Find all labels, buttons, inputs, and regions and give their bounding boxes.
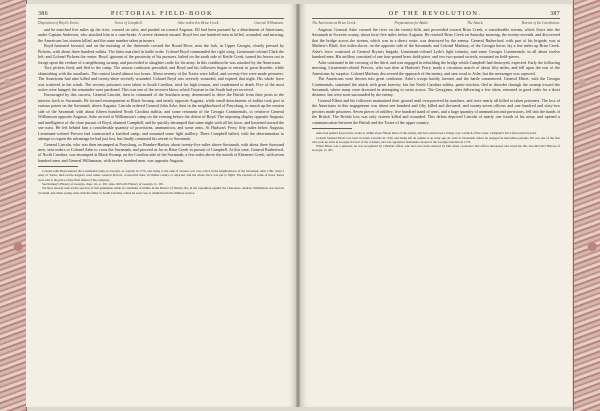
right-running-title: OF THE REVOLUTION. bbox=[388, 10, 482, 17]
right-sidenote: The Attack. bbox=[467, 21, 484, 25]
paragraph: The Americans were thrown into great confusion. Ashe's troops hastily formed, and the battle commenced. General Elbert, with the Georgia Continentals, sustained the attack with great bravery; but the North Carolina militia, panic-stricken, fled in disorder through the swamp toward the Savannah, where many were drowned in attempting to swim across. The Georgians, after delivering a few shots, retreated in good order for a short distance, but were soon surrounded by the enemy. bbox=[312, 76, 560, 98]
left-sidenote: General Williamson. bbox=[254, 21, 284, 25]
footnote-rule bbox=[38, 166, 78, 167]
paragraph: Augusta. General Ashe crossed the river on the twenty-fifth, and proceeded toward Briar Creek, a considerable stream, which flows into the Savannah in Screven county, about forty-five miles below Augusta. He reached Briar Creek on Saturday morning, the twenty-seventh, and discovered that the bridge across the stream, which was in a direct route, was destroyed by the enemy. General Rutherford, with part of his brigade, was at Mathew's Bluff, five miles above, on the opposite side of the Savannah; and Colonel Marbury, of the Georgia horse, lay a few miles up Briar Creek. Ashe's force consisted of General Bryan's brigade, Lieutenant-colonel Lytle's light infantry, and some Georgia Continentals; in all about twelve hundred men. His artillery consisted of one four-pound brass field-piece, and two two-pound swivels, mounted on field-pieces. bbox=[312, 27, 560, 60]
right-running-head bbox=[312, 10, 560, 19]
paragraph: Tory pickets fired, and fled to the camp. The utmost confusion prevailed, and Boyd and his followers began to retreat in great disorder, while skirmishing with the assailants. The contest lasted almost two hours. About seventy of the Tories were killed, and seventy-five were made prisoners. The Americans had nine killed and twenty-three severely wounded. Colonel Boyd was severely wounded, and expired that night. His whole force was scattered to the winds. The seventy prisoners were taken to South Carolina, tried for high treason, and condemned to death. Five of the most active were hanged; the remainder were pardoned. This was one of the severest blows which Toryism in the South had yet received. bbox=[38, 65, 284, 92]
footnote: Colonel Samuel Elbert was born in South Carolina in 1740, and being left an orphan at an early age, he went to Savannah, where he engaged in mercantile pursuits. He was one of the first who took up arms in Georgia in favor of the colonies, and was appointed lieutenant-colonel of the Georgia battalion in 1776. bbox=[312, 135, 560, 144]
paragraph: General Lincoln, who was then encamped at Purysburg, or Bomber-Harbor, about twenty-five miles above Savannah, with about three thousand men, sent orders to Colonel Ashe to cross the Savannah, and proceed as far as Briar Creek in pursuit of Campbell. At this time, General Rutherford, of North Carolina, was encamped at Black Swamp, on the Carolina side of the Savannah, a few miles above the mouth of Ebenezer Creek, with seven hundred men; and General Williamson, with twelve hundred men, was opposite Augusta. bbox=[38, 141, 284, 163]
left-page bbox=[26, 4, 296, 407]
footnote: When Elbert was a prisoner, he was recognized by a British officer who had once been relieved by him when a prisoner; that officer interposed and saved his life. See McCall's History of Georgia, ii., 201. bbox=[312, 144, 560, 153]
marbled-edge-left bbox=[0, 0, 27, 411]
right-page-number: 387 bbox=[550, 11, 560, 17]
footnote: We have already noticed the services of this gentleman while in command of militia in the District of Ninety-Six, in the expedition against the Cherokees. Andrew Williamson was born in Scotland, and when young came with his father to South Carolina, where he soon rose to distinction in the military service. bbox=[38, 186, 284, 195]
left-page-number: 386 bbox=[38, 11, 48, 17]
paragraph: Encouraged by this success, General Lincoln, then in command of the Southern army, determined to drive the British from their posts in the interior, back to Savannah. He formed encampments at Black Swamp, and nearly opposite Augusta, while small detachments of militia took post at various points on the Savannah, above Augusta. Lincoln ordered General John Ashe, then in the neighborhood of Purysburg, to march up the eastern side of the Savannah with about fifteen hundred North Carolina militia, and some remnants of the Georgia Continentals, to reinforce General Williamson opposite Augusta. Ashe arrived at Williamson's camp on the evening before the defeat of Boyd. The imposing display opposite Augusta, and intelligence of the close pursuit of Boyd, alarmed Campbell, and he quickly decamped that same night with all his force, and hastened toward the sea-coast. He left behind him a considerable quantity of provisions, ammunition, and some arms. At Hudson's Ferry, fifty miles below Augusta, Lieutenant-colonel Prevost had constructed a fortified camp, and mounted some light artillery. There Campbell halted, with the determination to attempt to regain the advantage he had just lost, but finally continued his retreat to Savannah. bbox=[38, 92, 284, 142]
right-body-text bbox=[312, 27, 560, 125]
footnote: Colonel John Boyd entered the Continental army, in Georgia, as captain, in 1776, and rising to the rank of colonel, was very active in the neighborhood of the Savannah, until 1780, when a party of Tories, men on the Augusta road, under General Prevost, crossed his lines, in Wilkes county, or adjacent; and his whole force was put to flight. The exploits of some of those Tories were told at the place of the final defeat of his company. bbox=[38, 169, 284, 182]
right-footnotes bbox=[312, 131, 560, 152]
left-sidenote: Ashe ordered to Briar Creek. bbox=[177, 21, 220, 25]
footnote-rule bbox=[312, 128, 352, 129]
footnote: Ashe had pushed forward his works to within about fifteen miles of the enemy, and had constructed a bridge over a branch of the creek. Campbell's force had retired beyond. bbox=[316, 131, 537, 136]
right-sidenotes bbox=[312, 21, 560, 25]
left-sidenote: Tories of Campbell. bbox=[114, 21, 143, 25]
left-sidenote: Disposition of Boyd's Tories. bbox=[38, 21, 80, 25]
left-footnotes bbox=[38, 169, 284, 194]
left-running-head bbox=[38, 10, 284, 19]
left-sidenotes bbox=[38, 21, 284, 25]
paragraph: General Elbert and his followers maintained their ground until overpowered by numbers, and were nearly all killed or taken prisoners. The loss of the Americans in this engagement was about one hundred and fifty killed and drowned, and twenty-seven officers and one hundred and sixty-two privates made prisoners. Seven pieces of artillery, five hundred stand of arms, and a large quantity of ammunition and provisions, fell into the hands of the British. The British loss was only sixteen killed and wounded. This defeat deprived Lincoln of nearly one fourth of his army, and opened a communication between the British and the Tories of the upper country. bbox=[312, 97, 560, 125]
left-body-text bbox=[38, 27, 284, 163]
footnote: See Ramsay's History of Georgia, chap. vii., p. 201. Also, McCall's History of Georgia, ii., 195. bbox=[42, 182, 164, 186]
right-sidenote: Preparations for Battle. bbox=[394, 21, 429, 25]
right-page bbox=[300, 4, 572, 407]
marbled-edge-right bbox=[573, 0, 600, 411]
paragraph: and he marched five miles up the river, crossed on rafts, and pushed on toward Augusta. Ell had been pursued by a detachment of Americans, under Captain Anderson, who attacked him in a cane-brake. A severe skirmish ensued. Boyd lost one hundred men in killed, wounded, and missing; the Americans lost sixteen killed, and the same number taken prisoners. bbox=[38, 27, 284, 43]
paragraph: Boyd hastened forward, and on the morning of the thirteenth crossed the Broad River, near the fork, in Upper Georgia, closely pressed by Pickens, with about three hundred militia. The latter marched in battle order. Colonel Boyd commanded the right wing; Lieutenant-colonel Clark the left; and Colonel Pickens the center. Boyd, ignorant of the proximity of his pursuers, halted on the north side of Kettle Creek, turned his horses out to forage upon the verdure of a neighboring swamp, and proceeded to slaughter cattle for his army. In this condition he was attacked by the Americans. bbox=[38, 43, 284, 65]
left-running-title: PICTORIAL FIELD-BOOK bbox=[110, 10, 214, 17]
paragraph: Ashe continued in the crossing of the third, and was engaged in rebuilding the bridge which Campbell had destroyed, expected. Early the following morning, Lieutenant-colonel Prevost, who was then at Hudson's Ferry, made a circuitous march of about fifty miles, and fell upon the rear of the Americans by surprise. Colonel Marbury discovered the approach of the enemy, and sent word to Ashe, but the messenger was captured. bbox=[312, 59, 560, 76]
right-sidenote: The Americans at Briar Creek. bbox=[312, 21, 357, 25]
right-sidenote: Retreat of the Carolinians. bbox=[521, 21, 560, 25]
